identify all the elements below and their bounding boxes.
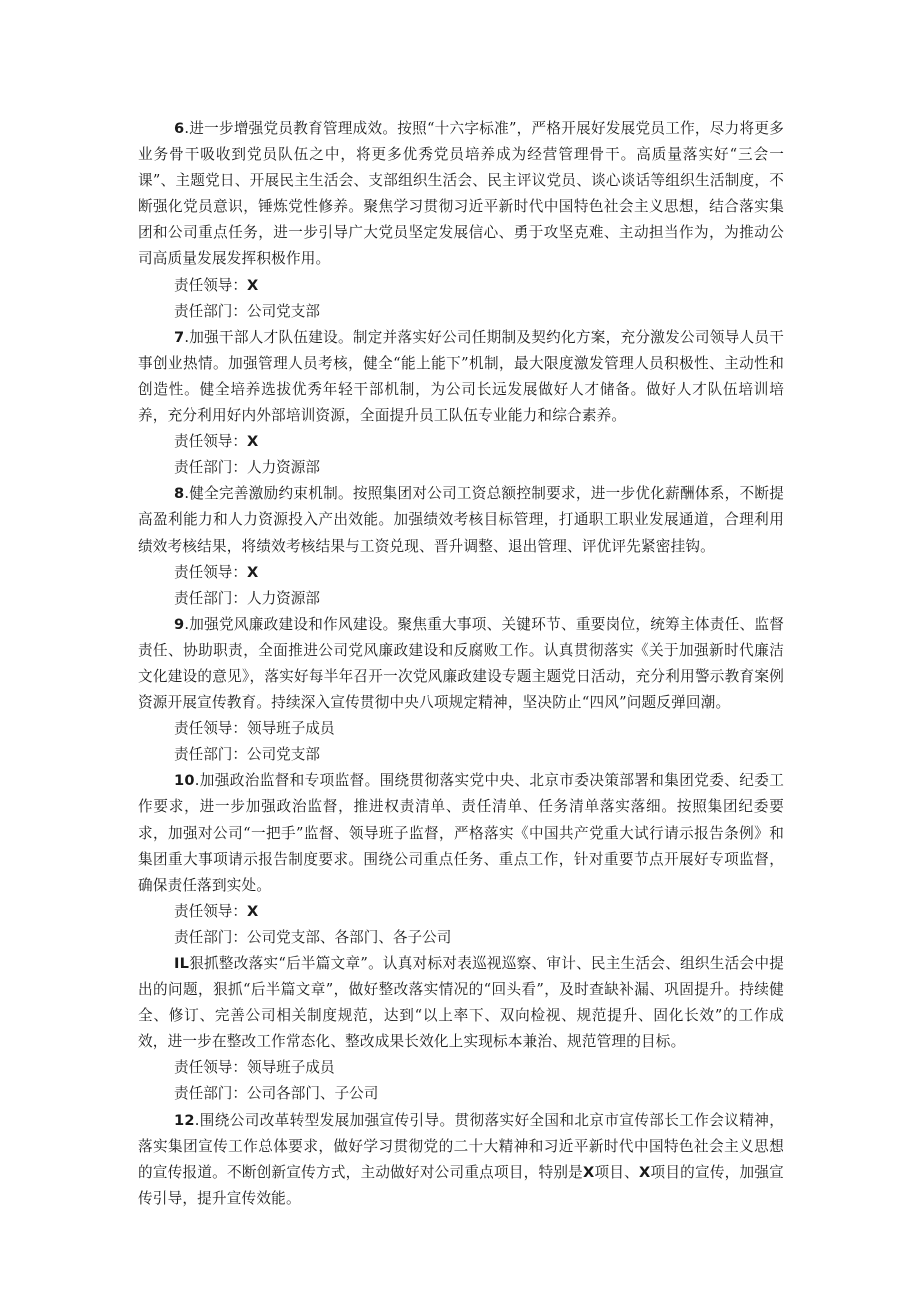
leader-label: 责任领导： [174, 563, 247, 581]
section-number: 6 [174, 120, 185, 137]
leader-label: 责任领导： [174, 433, 247, 451]
responsible-department [138, 299, 784, 325]
leader-label: 责任领导： [174, 1059, 247, 1077]
leader-value: 领导班子成员 [246, 1059, 335, 1077]
responsible-department [138, 455, 784, 481]
leader-value: X [246, 433, 259, 451]
section-10-paragraph [138, 768, 784, 898]
responsible-leader [138, 716, 784, 742]
section-text: 狠抓整改落实“后半篇文章”。认真对标对表巡视巡察、审计、民主生活会、组织生活会中提出的问题，狠抓“后半篇文章”，做好整改落实情况的“回头看”，及时查缺补漏、巩固提升。持续健全、修订、完善公司相关制度规范，达到“以上率下、双向检视、规范提升、固化长效”的工作成效，进一步在整改工作常态化、整改成果长效化上实现标本兼治、规范管理的目标。 [138, 955, 784, 1051]
dept-label: 责任部门： [174, 928, 247, 946]
dept-value: 公司党支部 [246, 302, 320, 320]
section-8-paragraph [138, 481, 784, 559]
section-text: .加强政治监督和专项监督。围绕贯彻落实党中央、北京市委决策部署和集团党委、纪委工作要求，进一步加强政治监督，推进权责清单、责任清单、任务清单落实落细。按照集团纪委要求，加强对公司“一把手”监督、领导班子监督，严格落实《中国共产党重大试行请示报告条例》和集团重大事项请示报告制度要求。围绕公司重点任务、重点工作，针对重要节点开展好专项监督，确保责任落到实处。 [138, 772, 784, 894]
section-text: .加强干部人才队伍建设。制定并落实好公司任期制及契约化方案，充分激发公司领导人员干事创业热情。加强管理人员考核，健全“能上能下”机制，最大限度激发管理人员积极性、主动性和创造性。健全培养选拔优秀年轻干部机制，为公司长远发展做好人才储备。做好人才队伍培训培养，充分利用好内外部培训资源，全面提升员工队伍专业能力和综合素养。 [138, 328, 784, 425]
dept-value: 人力资源部 [246, 589, 320, 607]
dept-label: 责任部门： [174, 1085, 247, 1103]
dept-value: 公司党支部、各部门、各子公司 [246, 928, 452, 946]
leader-value: X [246, 902, 259, 920]
section-12-paragraph [138, 1108, 784, 1212]
section-number: 9 [174, 615, 185, 633]
leader-label: 责任领导： [174, 276, 247, 294]
responsible-department [138, 925, 784, 951]
dept-value: 人力资源部 [246, 459, 320, 477]
section-number: 8 [174, 485, 185, 503]
responsible-department [138, 1081, 784, 1107]
responsible-leader [138, 429, 784, 455]
responsible-leader [138, 1055, 784, 1081]
section-6-paragraph [138, 116, 784, 273]
section-text-part-b: 项目、 [594, 1163, 640, 1181]
section-number: IL [174, 955, 190, 972]
responsible-department [138, 586, 784, 612]
document-page [138, 116, 784, 1212]
responsible-leader [138, 899, 784, 925]
section-9-paragraph [138, 612, 784, 716]
section-text: .进一步增强党员教育管理成效。按照“十六字标准”，严格开展好发展党员工作，尽力将更多业务骨干吸收到党员队伍之中，将更多优秀党员培养成为经营管理骨干。高质量落实好“三会一课”、主题党日、开展民主生活会、支部组织生活会、民主评议党员、谈心谈话等组织生活制度，不断强化党员意识，锤炼党性修养。聚焦学习贯彻习近平新时代中国特色社会主义思想，结合落实集团和公司重点任务，进一步引导广大党员坚定发展信心、勇于攻坚克难、主动担当作为，为推动公司高质量发展发挥积极作用。 [138, 120, 784, 268]
responsible-leader [138, 273, 784, 299]
section-number: 10 [174, 772, 195, 790]
section-text-part-c: 项目的宣传，加强宣传引导，提升宣传效能。 [138, 1163, 784, 1207]
dept-label: 责任部门： [174, 459, 247, 477]
dept-label: 责任部门： [174, 746, 247, 764]
dept-label: 责任部门： [174, 302, 247, 320]
section-text: .健全完善激励约束机制。按照集团对公司工资总额控制要求，进一步优化薪酬体系，不断提高盈利能力和人力资源投入产出效能。加强绩效考核目标管理，打通职工职业发展通道，合理利用绩效考核结果，将绩效考核结果与工资兑现、晋升调整、退出管理、评优评先紧密挂钩。 [138, 485, 784, 555]
section-7-paragraph [138, 325, 784, 429]
leader-value: X [246, 563, 259, 581]
dept-value: 公司党支部 [246, 746, 320, 764]
section-number: 7 [174, 328, 185, 346]
section-text: .加强党风廉政建设和作风建设。聚焦重大事项、关键环节、重要岗位，统筹主体责任、监督责任、协助职责，全面推进公司党风廉政建设和反腐败工作。认真贯彻落实《关于加强新时代廉洁文化建设的意见》，落实好每半年召开一次党风廉政建设专题主题党日活动，充分利用警示教育案例资源开展宣传教育。持续深入宣传贯彻中央八项规定精神，坚决防止“四风”问题反弹回潮。 [138, 615, 784, 712]
project-placeholder: X [639, 1163, 651, 1181]
section-11-paragraph [138, 951, 784, 1055]
section-text-part-a: .围绕公司改革转型发展加强宣传引导。贯彻落实好全国和北京市宣传部长工作会议精神，落实集团宣传工作总体要求，做好学习贯彻党的二十大精神和习近平新时代中国特色社会主义思想的宣传报道。不断创新宣传方式，主动做好对公司重点项目，特别是 [138, 1111, 784, 1181]
leader-label: 责任领导： [174, 902, 247, 920]
responsible-department [138, 742, 784, 768]
leader-label: 责任领导： [174, 720, 247, 738]
dept-label: 责任部门： [174, 589, 247, 607]
responsible-leader [138, 560, 784, 586]
leader-value: X [246, 276, 259, 294]
leader-value: 领导班子成员 [246, 720, 335, 738]
section-number: 12 [174, 1111, 195, 1129]
project-placeholder: X [583, 1163, 595, 1181]
dept-value: 公司各部门、子公司 [246, 1085, 379, 1103]
